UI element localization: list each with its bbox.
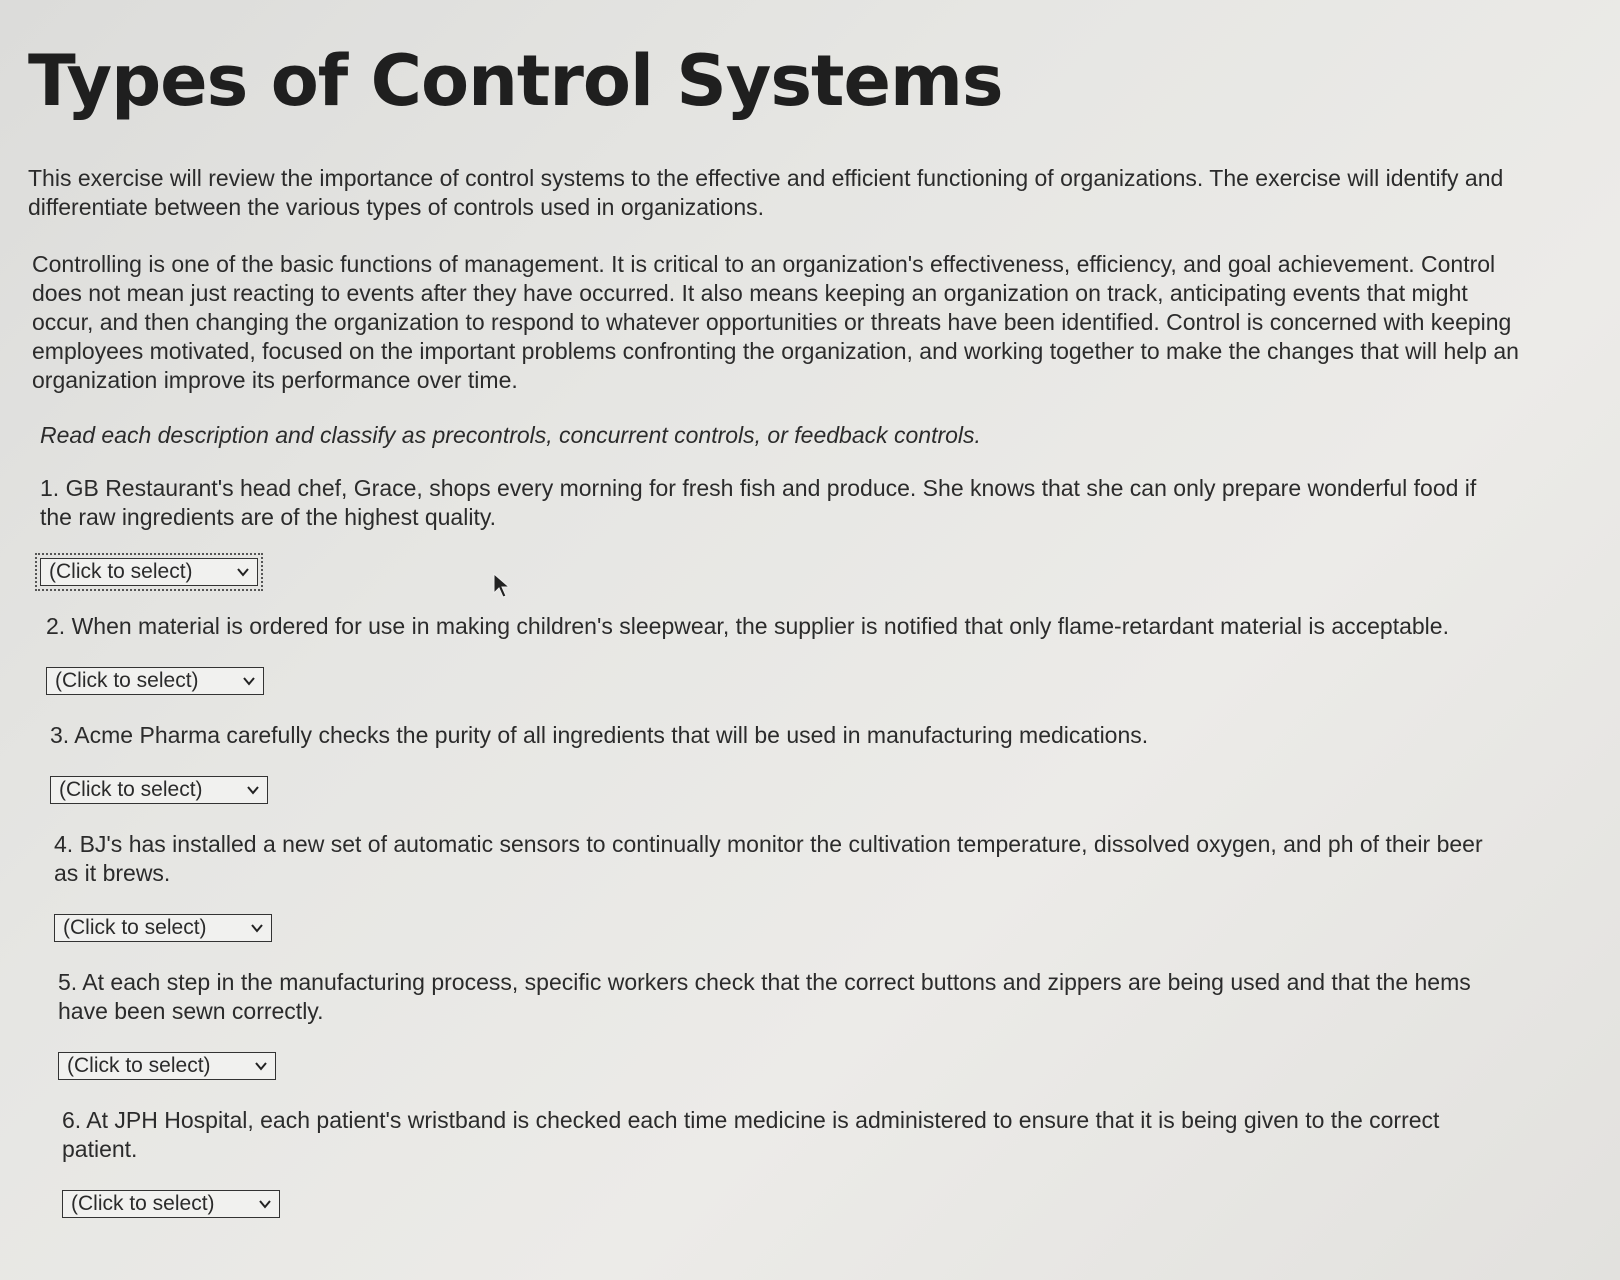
instructions-text: Read each description and classify as precontrols, concurrent controls, or feedback controls. [40, 422, 981, 448]
dropdown-value: (Click to select) [59, 778, 203, 801]
question-1 [28, 474, 1538, 612]
chevron-down-icon [259, 1198, 271, 1210]
page-title: Types of Control Systems [28, 40, 1003, 122]
chevron-down-icon [243, 675, 255, 687]
question-text: 5. At each step in the manufacturing process, specific workers check that the correct buttons and zippers are being used and that the hems have been sewn correctly. [58, 969, 1471, 1024]
dropdown-value: (Click to select) [63, 916, 207, 939]
dropdown-box[interactable] [46, 667, 264, 695]
classification-select-2[interactable] [46, 667, 264, 695]
question-4 [28, 830, 1538, 968]
question-text: 3. Acme Pharma carefully checks the purity of all ingredients that will be used in manufacturing medications. [50, 722, 1149, 748]
dropdown-box[interactable] [40, 558, 258, 586]
chevron-down-icon [251, 922, 263, 934]
dropdown-value: (Click to select) [49, 560, 193, 583]
dropdown-value: (Click to select) [67, 1054, 211, 1077]
question-text: 6. At JPH Hospital, each patient's wristband is checked each time medicine is administered to ensure that it is being given to the correct patient. [62, 1107, 1440, 1162]
classification-select-4[interactable] [54, 914, 272, 942]
classification-select-6[interactable] [62, 1190, 280, 1218]
question-text: 2. When material is ordered for use in making children's sleepwear, the supplier is notified that only flame-retardant material is acceptable. [46, 613, 1449, 639]
chevron-down-icon [255, 1060, 267, 1072]
dropdown-box[interactable] [50, 776, 268, 804]
question-6 [28, 1106, 1538, 1244]
classification-select-3[interactable] [50, 776, 268, 804]
context-paragraph: Controlling is one of the basic functions of management. It is critical to an organization's effectiveness, efficiency, and goal achievement. Control does not mean just reacting to events after they have occurred. It also means keeping an organization on track, anticipating events that might occur, and then changing the organization to respond to whatever opportunities or threats have been identified. Control is concerned with keeping employees motivated, focused on the important problems confronting the organization, and working together to make the changes that will help an organization improve its performance over time. [32, 251, 1519, 393]
question-2 [28, 612, 1538, 721]
dropdown-box[interactable] [62, 1190, 280, 1218]
dropdown-value: (Click to select) [71, 1192, 215, 1215]
mouse-pointer-icon [493, 573, 511, 599]
exercise-page [28, 40, 1538, 1244]
dropdown-value: (Click to select) [55, 669, 199, 692]
dropdown-box[interactable] [58, 1052, 276, 1080]
question-text: 4. BJ's has installed a new set of automatic sensors to continually monitor the cultivation temperature, dissolved oxygen, and ph of their beer as it brews. [54, 831, 1483, 886]
classification-select-5[interactable] [58, 1052, 276, 1080]
question-3 [28, 721, 1538, 830]
dropdown-box[interactable] [54, 914, 272, 942]
question-5 [28, 968, 1538, 1106]
question-text: 1. GB Restaurant's head chef, Grace, shops every morning for fresh fish and produce. She knows that she can only prepare wonderful food if the raw ingredients are of the highest quality. [40, 475, 1477, 530]
intro-paragraph: This exercise will review the importance of control systems to the effective and efficient functioning of organizations. The exercise will identify and differentiate between the various types of controls used in organizations. [28, 165, 1504, 220]
chevron-down-icon [237, 566, 249, 578]
chevron-down-icon [247, 784, 259, 796]
classification-select-1[interactable] [40, 558, 258, 586]
